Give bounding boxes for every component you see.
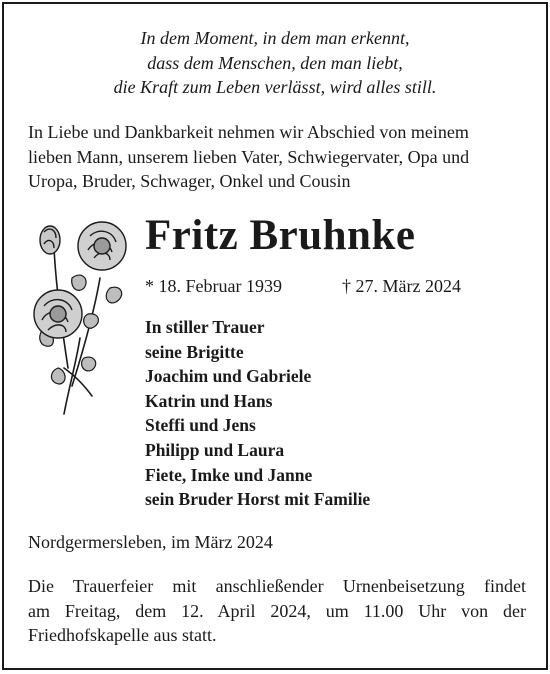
poem bbox=[4, 26, 546, 100]
funeral-line: Die Trauerfeier mit anschließender Urnenbeisetzung findet bbox=[28, 576, 526, 596]
obituary-notice bbox=[2, 2, 548, 670]
poem-line: die Kraft zum Leben verlässt, wird alles still. bbox=[113, 77, 437, 97]
mourner-line: seine Brigitte bbox=[145, 341, 244, 362]
mourner-line: Katrin und Hans bbox=[145, 390, 273, 411]
life-dates bbox=[145, 274, 485, 298]
funeral-info bbox=[28, 574, 526, 648]
mourner-line: Steffi und Jens bbox=[145, 415, 256, 436]
intro-text bbox=[28, 120, 528, 194]
funeral-line: Friedhofskapelle aus statt. bbox=[28, 625, 217, 645]
mourner-line: Joachim und Gabriele bbox=[145, 366, 312, 387]
mourner-line: In stiller Trauer bbox=[145, 317, 265, 337]
funeral-line: am Freitag, dem 12. April 2024, um 11.00 Uhr von der bbox=[28, 600, 526, 621]
mourner-line: Philipp und Laura bbox=[145, 439, 285, 460]
mourner-line: sein Bruder Horst mit Familie bbox=[145, 489, 371, 510]
poem-line: In dem Moment, in dem man erkennt, bbox=[140, 28, 410, 48]
mourners-list bbox=[145, 315, 370, 512]
birth-date: * 18. Februar 1939 bbox=[145, 276, 282, 296]
death-date: † 27. März 2024 bbox=[342, 276, 461, 296]
intro-line: lieben Mann, unserem lieben Vater, Schwiegervater, Opa und bbox=[28, 146, 470, 167]
mourner-line: Fiete, Imke und Janne bbox=[145, 464, 313, 485]
deceased-name: Fritz Bruhnke bbox=[145, 212, 416, 259]
poem-line: dass dem Menschen, den man liebt, bbox=[147, 52, 403, 73]
roses-icon bbox=[28, 218, 138, 418]
place-date: Nordgermersleben, im März 2024 bbox=[28, 532, 273, 552]
intro-line: In Liebe und Dankbarkeit nehmen wir Abschied von meinem bbox=[28, 122, 469, 142]
intro-line: Uropa, Bruder, Schwager, Onkel und Cousin bbox=[28, 171, 351, 191]
